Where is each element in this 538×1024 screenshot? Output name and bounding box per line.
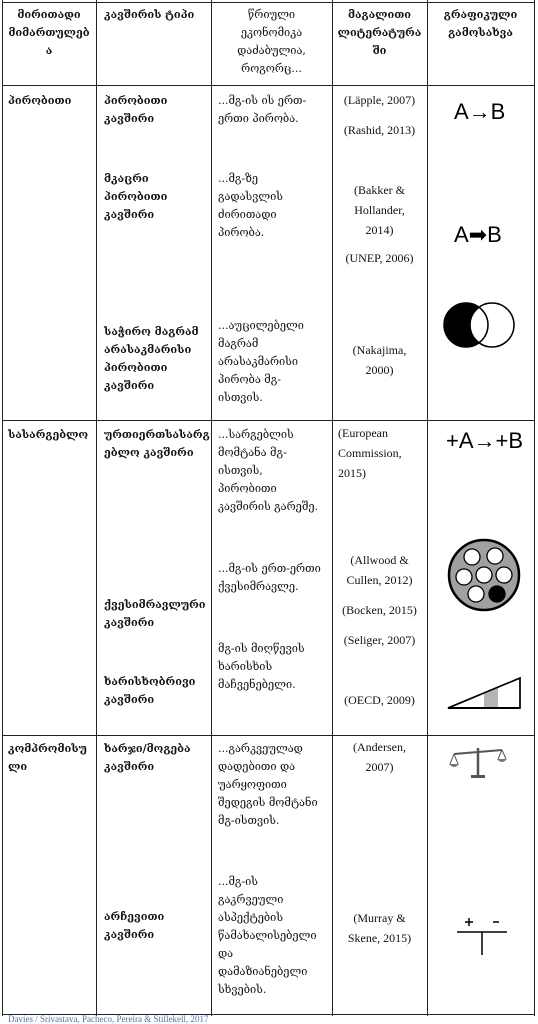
reference: (Nakajima, 2000): [352, 343, 407, 377]
header-circular-economy: წრიული ეკონომიკა დაძაბულია, როგორც...: [237, 8, 306, 75]
table-border-left: [2, 0, 3, 1016]
header-graphic: გრაფიკული გამოსახვა: [443, 8, 518, 39]
reference: (European Commission, 2015): [338, 426, 402, 480]
description: ...აუცილებელი მაგრამ არასაკმარისი პირობა მგ- ისთვის.: [218, 319, 304, 404]
header-link-type: კავშირის ტიპი: [104, 8, 195, 21]
link-type: ხარჯი/მოგება კავშირი: [104, 742, 191, 773]
bold-arrow-symbol: A➡B: [454, 222, 502, 247]
reference: (Bocken, 2015): [342, 603, 417, 617]
table-border-top: [2, 2, 534, 3]
venn-icon: [440, 301, 518, 349]
description: ...გარკვეულად დადებითი და უარყოფითი შედეგის მომტანი მგ-ისთვის.: [218, 742, 318, 827]
link-type: ხარისხობრივი კავშირი: [104, 675, 196, 706]
reference: (Murray & Skene, 2015): [347, 911, 412, 945]
column-divider: [332, 0, 333, 1016]
reference: (Andersen, 2007): [353, 740, 406, 774]
mutual-benefit-symbol: +A→+B: [446, 428, 524, 453]
header-example-literature: მაგალითი ლიტერატურა ში: [337, 8, 422, 57]
reference: (Läpple, 2007): [343, 93, 416, 107]
section-name: პირობითი: [8, 94, 72, 107]
description: ...მგ-ის ერთ-ერთი ქვესიმრავლე.: [218, 562, 321, 593]
section-name: კომპრომისუ ლი: [8, 742, 87, 773]
section-divider: [2, 420, 534, 421]
source-footnote: Davies / Srivastava, Pacheco, Pereira & Stillekell, 2017: [8, 1014, 209, 1024]
column-divider: [427, 0, 428, 1016]
reference: (Bakker & Hollander, 2014): [354, 183, 405, 237]
plus-minus-icon: [455, 914, 509, 956]
section-name: სასარგებლო: [8, 428, 89, 441]
circles-icon: [447, 538, 521, 612]
description: ...მგ-ის ის ერთ- ერთი პირობა.: [218, 94, 307, 125]
description: მგ-ის მიღწევის ხარისხის მაჩვენებელი.: [218, 642, 305, 691]
link-type: პირობითი კავშირი: [104, 94, 168, 125]
reference: (Seliger, 2007): [343, 633, 416, 647]
header-divider: [2, 85, 534, 86]
description: ...სარგებლის მომტანა მგ- ისთვის, პირობითი კავშირის გარეშე.: [218, 428, 319, 513]
reference: (UNEP, 2006): [345, 251, 414, 265]
description: ...მგ-ზე გადასვლის ძირითადი პირობა.: [218, 172, 283, 239]
reference: (OECD, 2009): [344, 693, 415, 707]
scales-icon: [448, 744, 508, 780]
column-divider: [96, 0, 97, 1016]
table-border-right: [534, 0, 535, 1016]
link-type: ურთიერთსასარგ ებლო კავშირი: [104, 428, 210, 459]
gradient-icon: [446, 676, 522, 710]
reference: (Rashid, 2013): [343, 123, 416, 137]
arrow-symbol: A→B: [454, 99, 506, 124]
link-type: მკაცრი პირობითი კავშირი: [104, 172, 168, 221]
description: ...მგ-ის გაკრვეული ასპექტების წამახალისებელი და დამაზიანებელი სხვების.: [218, 875, 317, 996]
link-type: ქვესიმრავლური კავშირი: [104, 598, 206, 629]
column-divider: [211, 0, 212, 1016]
link-type: საჭირო მაგრამ არასაკმარისი პირობითი კავშირი: [104, 325, 199, 392]
link-type: არჩევითი კავშირი: [104, 910, 165, 941]
header-main-direction: მირითადი მიმართულებ ა: [8, 8, 90, 57]
section-divider: [2, 735, 534, 736]
reference: (Allwood & Cullen, 2012): [346, 553, 413, 587]
